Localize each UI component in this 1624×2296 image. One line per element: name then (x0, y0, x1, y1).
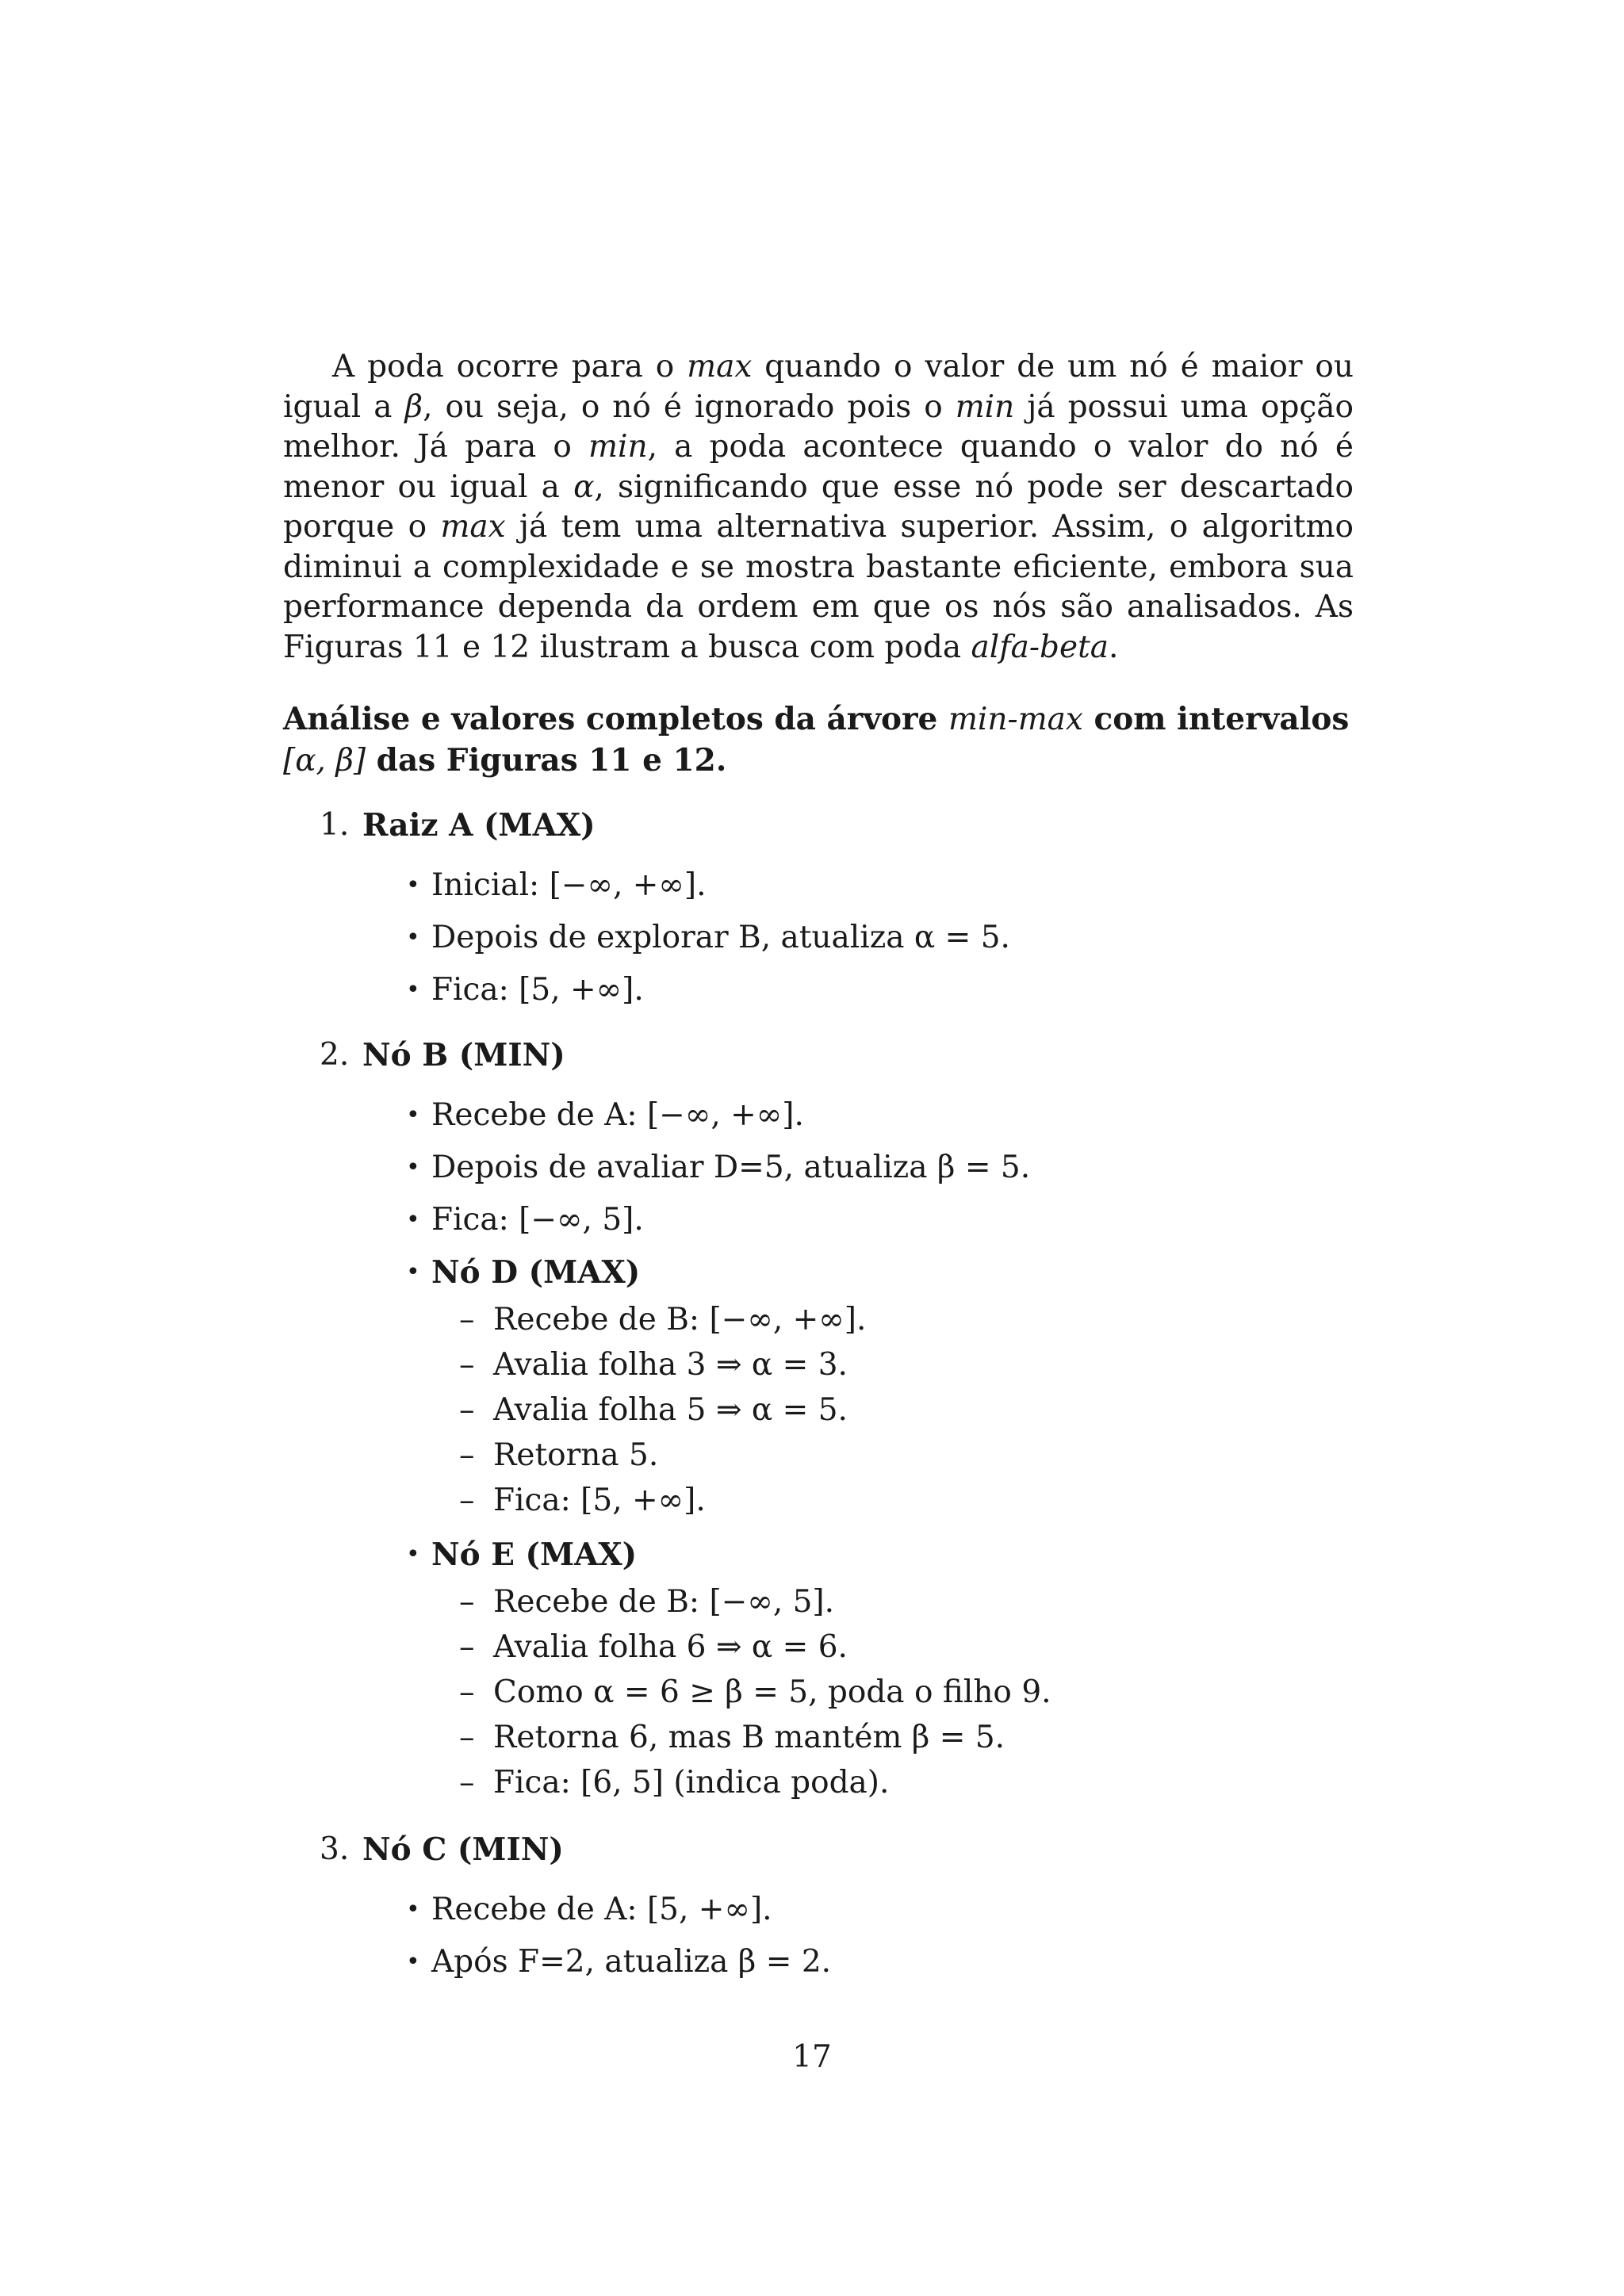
paragraph-math: max (440, 509, 506, 545)
bullet-icon: • (406, 871, 420, 899)
section-number: 1. (320, 807, 350, 843)
sub-item (283, 1342, 1354, 1387)
paragraph-text: já possui uma opção melhor. Já para o (283, 388, 1354, 465)
sub-item (283, 1433, 1354, 1478)
sub-item (283, 1297, 1354, 1342)
list-item-node-b (283, 1035, 1354, 1805)
list-item-root-a (283, 805, 1354, 1011)
section-title-text: Nó B (MIN) (362, 1037, 565, 1073)
bullet-icon: • (406, 924, 420, 951)
sub-item-text: Como α = 6 ≥ β = 5, poda o filho 9. (493, 1674, 1051, 1710)
subnode-title: Nó E (MAX) (431, 1536, 638, 1573)
paragraph-text: já tem uma alternativa superior. Assim, o algoritmo diminui a complexidade e se mostra bastante eficiente, embora sua performance dependa da ordem em que os nós são analisados. As Figuras 11 e 12 ilustram a busca com poda (283, 509, 1354, 665)
bullet-item (283, 1147, 1354, 1188)
bullet-item-node-d (283, 1252, 1354, 1523)
bullet-list (283, 1889, 1354, 1983)
heading-text: Análise e valores completos da árvore (283, 701, 948, 737)
page-number: 17 (792, 2039, 832, 2075)
dash-icon: – (459, 1437, 475, 1473)
analysis-heading (283, 699, 1354, 781)
bullet-text: Depois de avaliar D=5, atualiza β = 5. (431, 1150, 1031, 1185)
bullet-item (283, 1942, 1354, 1983)
sub-item-text: Avalia folha 6 ⇒ α = 6. (493, 1629, 848, 1665)
paragraph-text: quando o valor de um nó é maior ou igual a (283, 349, 1354, 425)
dash-icon: – (459, 1720, 475, 1755)
sub-item-text: Fica: [5, +∞]. (493, 1483, 706, 1518)
paragraph-math: alfa-beta (971, 629, 1109, 665)
sub-item (283, 1670, 1354, 1715)
section-title (283, 1829, 1354, 1870)
paragraph-math: min (955, 388, 1015, 425)
sub-item (283, 1624, 1354, 1670)
bullet-text: Inicial: [−∞, +∞]. (431, 867, 707, 903)
heading-text: das Figuras 11 e 12. (366, 741, 727, 779)
sub-item-text: Avalia folha 3 ⇒ α = 3. (493, 1347, 848, 1383)
sub-list (431, 1579, 1354, 1805)
section-title-text: Raiz A (MAX) (362, 807, 596, 844)
sub-item (283, 1387, 1354, 1433)
sub-list (431, 1297, 1354, 1523)
section-title (283, 805, 1354, 846)
sub-item-text: Recebe de B: [−∞, +∞]. (493, 1302, 867, 1337)
bullet-icon: • (406, 1101, 420, 1129)
dash-icon: – (459, 1392, 475, 1428)
bullet-icon: • (406, 1896, 420, 1923)
sub-item (283, 1478, 1354, 1523)
subnode-title: Nó D (MAX) (431, 1254, 641, 1291)
paragraph-text: , significando que esse nó pode ser descartado porque o (283, 469, 1354, 545)
paragraph-text: , ou seja, o nó é ignorado pois o (423, 388, 956, 425)
dash-icon: – (459, 1302, 475, 1337)
list-item-node-c (283, 1829, 1354, 1983)
paragraph-text: , a poda acontece quando o valor do nó é menor ou igual a (283, 429, 1354, 505)
sub-item-text: Retorna 5. (493, 1437, 659, 1473)
sub-item (283, 1579, 1354, 1624)
bullet-icon: • (406, 976, 420, 1004)
paragraph-text: A poda ocorre para o (332, 349, 688, 385)
heading-text: com intervalos (1082, 701, 1350, 737)
section-number: 3. (320, 1831, 350, 1867)
bullet-item (283, 970, 1354, 1011)
sub-item-text: Retorna 6, mas B mantém β = 5. (493, 1720, 1005, 1755)
bullet-list (283, 1095, 1354, 1805)
section-number: 2. (320, 1037, 350, 1073)
bullet-icon: • (406, 1540, 420, 1568)
bullet-item (283, 917, 1354, 959)
bullet-text: Recebe de A: [5, +∞]. (431, 1892, 772, 1927)
sub-item (283, 1715, 1354, 1760)
bullet-icon: • (406, 1206, 420, 1234)
intro-paragraph (283, 347, 1354, 668)
bullet-item (283, 1095, 1354, 1136)
section-title (283, 1035, 1354, 1076)
bullet-text: Recebe de A: [−∞, +∞]. (431, 1097, 804, 1133)
heading-math: [α, β] (283, 742, 366, 779)
bullet-list (283, 865, 1354, 1011)
page-content (283, 347, 1354, 1983)
bullet-item (283, 1200, 1354, 1241)
paragraph-math: min (588, 429, 648, 465)
dash-icon: – (459, 1483, 475, 1518)
dash-icon: – (459, 1584, 475, 1620)
section-title-text: Nó C (MIN) (362, 1831, 564, 1868)
sub-item (283, 1760, 1354, 1805)
bullet-text: Fica: [5, +∞]. (431, 972, 644, 1008)
paragraph-math: β (404, 388, 423, 425)
bullet-item (283, 865, 1354, 906)
heading-math: min-max (948, 702, 1083, 737)
sub-item-text: Avalia folha 5 ⇒ α = 5. (493, 1392, 848, 1428)
dash-icon: – (459, 1674, 475, 1710)
bullet-icon: • (406, 1154, 420, 1181)
bullet-icon: • (406, 1258, 420, 1286)
bullet-item-node-e (283, 1534, 1354, 1805)
analysis-list (283, 805, 1354, 1983)
paragraph-text: . (1109, 629, 1119, 665)
sub-item-text: Recebe de B: [−∞, 5]. (493, 1584, 835, 1620)
bullet-text: Fica: [−∞, 5]. (431, 1202, 644, 1238)
dash-icon: – (459, 1765, 475, 1800)
paragraph-math: max (687, 349, 753, 385)
dash-icon: – (459, 1347, 475, 1383)
bullet-text: Depois de explorar B, atualiza α = 5. (431, 920, 1010, 955)
bullet-text: Após F=2, atualiza β = 2. (431, 1944, 832, 1980)
sub-item-text: Fica: [6, 5] (indica poda). (493, 1765, 890, 1800)
dash-icon: – (459, 1629, 475, 1665)
bullet-item (283, 1889, 1354, 1931)
bullet-icon: • (406, 1948, 420, 1976)
paragraph-math: α (573, 469, 595, 505)
